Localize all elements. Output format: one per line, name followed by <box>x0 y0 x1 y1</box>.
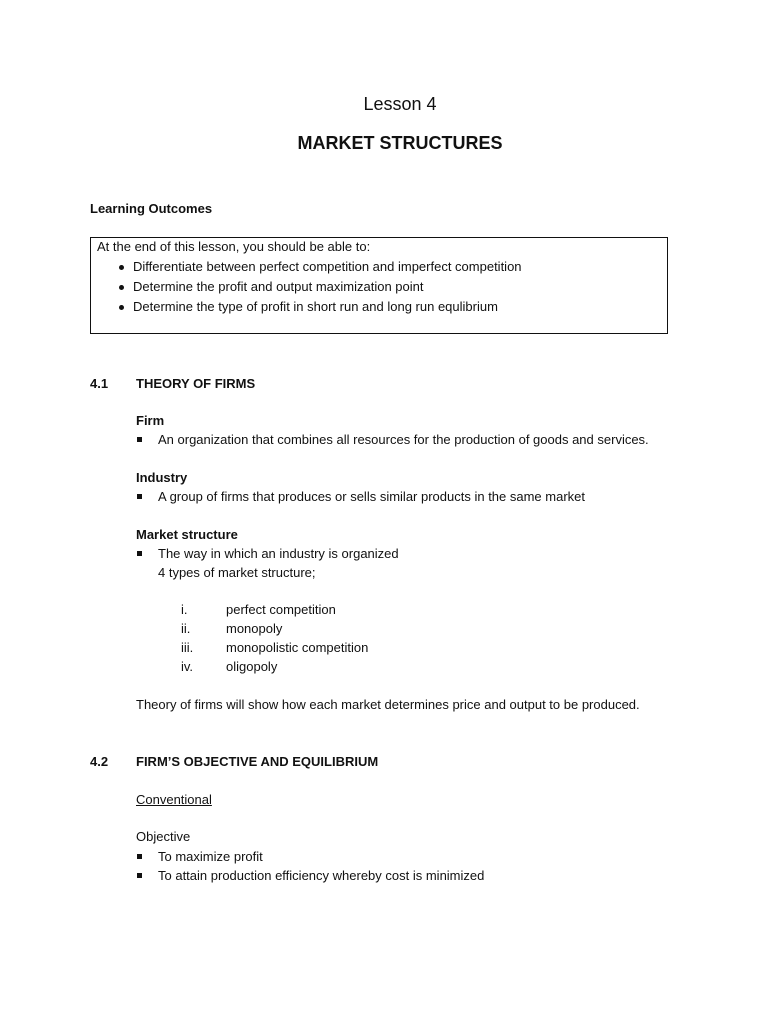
page-title: MARKET STRUCTURES <box>297 133 503 153</box>
objective-item: To maximize profit <box>158 849 263 864</box>
objective-heading: Objective <box>136 829 191 844</box>
market-structure-definition: The way in which an industry is organized <box>158 546 399 561</box>
conventional-subheading: Conventional <box>136 792 212 807</box>
square-bullet-icon <box>137 494 142 499</box>
firm-heading: Firm <box>136 413 165 428</box>
objective-item: To attain production efficiency whereby cost is minimized <box>158 868 485 883</box>
outcome-item: Determine the type of profit in short run and long run equlibrium <box>133 299 498 314</box>
theory-summary: Theory of firms will show how each market determines price and output to be produced. <box>136 697 640 712</box>
outcome-item: Determine the profit and output maximization point <box>133 279 424 294</box>
bullet-icon <box>119 285 124 290</box>
bullet-icon <box>119 265 124 270</box>
bullet-icon <box>119 305 124 310</box>
firm-definition: An organization that combines all resources for the production of goods and services. <box>158 432 649 447</box>
square-bullet-icon <box>137 437 142 442</box>
list-item: perfect competition <box>226 602 336 617</box>
list-item: monopoly <box>226 621 283 636</box>
section-title-4-1: THEORY OF FIRMS <box>136 376 256 391</box>
lesson-number: Lesson 4 <box>363 94 437 114</box>
square-bullet-icon <box>137 551 142 556</box>
list-number: i. <box>181 602 188 617</box>
section-number-4-2: 4.2 <box>90 754 109 769</box>
section-title-4-2: FIRM’S OBJECTIVE AND EQUILIBRIUM <box>136 754 379 769</box>
learning-outcomes-heading: Learning Outcomes <box>90 201 213 216</box>
list-number: ii. <box>181 621 191 636</box>
list-item: monopolistic competition <box>226 640 369 655</box>
list-number: iv. <box>181 659 194 674</box>
outcome-item: Differentiate between perfect competition and imperfect competition <box>133 259 522 274</box>
square-bullet-icon <box>137 854 142 859</box>
list-number: iii. <box>181 640 194 655</box>
industry-heading: Industry <box>136 470 188 485</box>
market-structure-heading: Market structure <box>136 527 238 542</box>
market-types-intro: 4 types of market structure; <box>158 565 316 580</box>
list-item: oligopoly <box>226 659 278 674</box>
square-bullet-icon <box>137 873 142 878</box>
outcomes-intro: At the end of this lesson, you should be able to: <box>97 239 371 254</box>
section-number-4-1: 4.1 <box>90 376 109 391</box>
industry-definition: A group of firms that produces or sells similar products in the same market <box>158 489 586 504</box>
